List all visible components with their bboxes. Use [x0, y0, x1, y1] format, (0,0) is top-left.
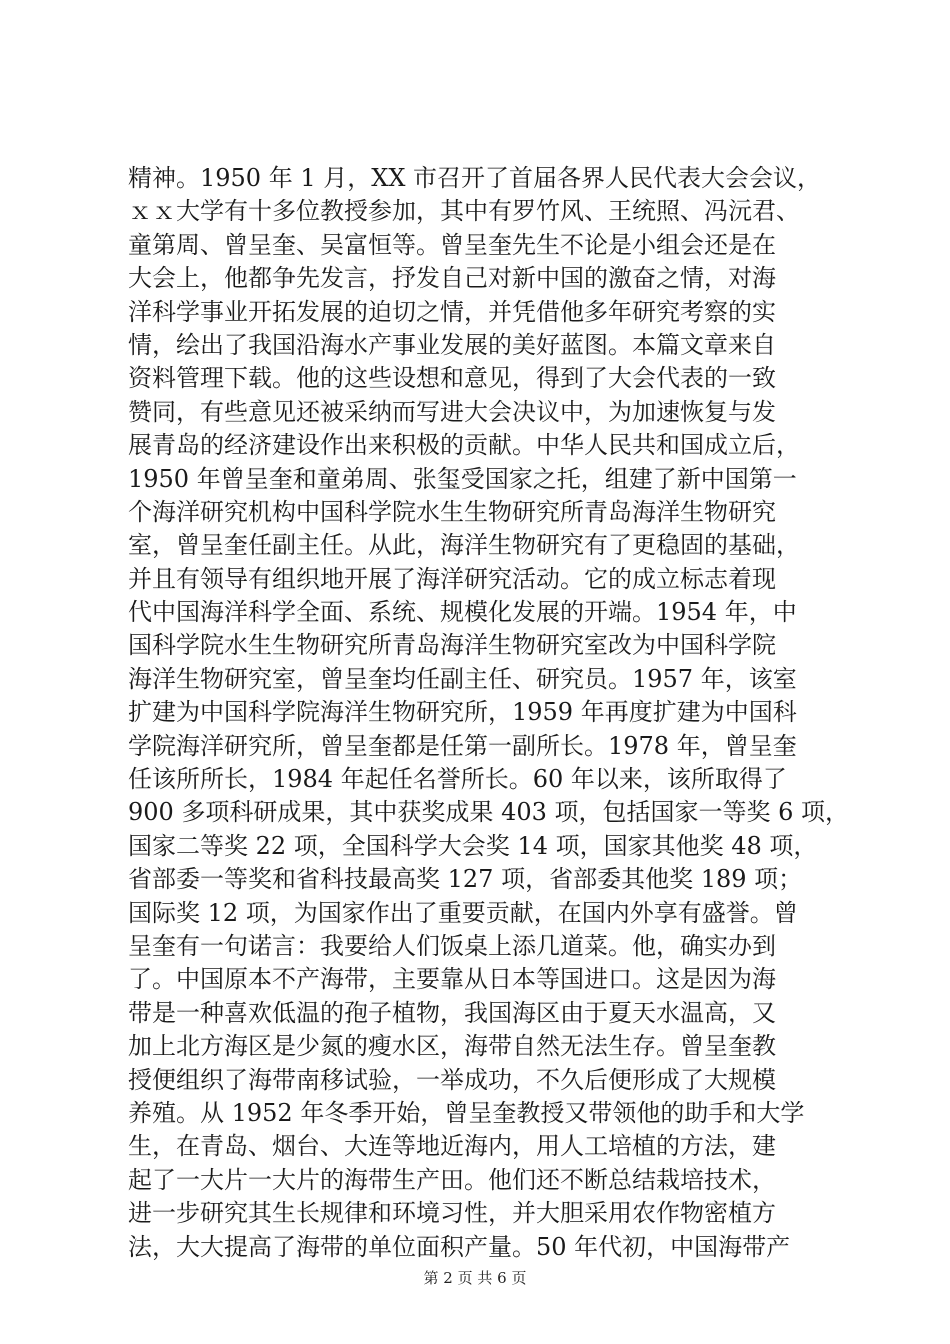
text-line: 洋科学事业开拓发展的迫切之情，并凭借他多年研究考察的实: [128, 297, 776, 326]
text-line: ｘｘ大学有十多位教授参加，其中有罗竹风、王统照、冯沅君、: [128, 197, 800, 226]
body-text: [128, 162, 863, 1264]
text-line: 国家二等奖 22 项，全国科学大会奖 14 项，国家其他奖 48 项，: [128, 831, 818, 860]
text-line: 精神。1950 年 1 月，XX 市召开了首届各界人民代表大会会议，: [128, 164, 822, 192]
text-line: 赞同，有些意见还被采纳而写进大会决议中，为加速恢复与发: [128, 397, 776, 426]
text-line: 900 多项科研成果，其中获奖成果 403 项，包括国家一等奖 6 项，: [128, 798, 850, 827]
page-number: 第 2 页 共 6 页: [423, 1269, 527, 1287]
text-line: 省部委一等奖和省科技最高奖 127 项，省部委其他奖 189 项；: [128, 865, 803, 894]
text-line: 了。中国原本不产海带，主要靠从日本等国进口。这是因为海: [128, 965, 776, 994]
text-line: 展青岛的经济建设作出来积极的贡献。中华人民共和国成立后，: [128, 431, 800, 460]
text-line: 加上北方海区是少氮的瘦水区，海带自然无法生存。曾呈奎教: [128, 1032, 776, 1061]
text-line: 法，大大提高了海带的单位面积产量。50 年代初，中国海带产: [128, 1232, 791, 1261]
text-line: 养殖。从 1952 年冬季开始，曾呈奎教授又带领他的助手和大学: [128, 1098, 805, 1127]
text-line: 1950 年曾呈奎和童弟周、张玺受国家之托，组建了新中国第一: [128, 464, 797, 493]
text-line: 资料管理下载。他的这些设想和意见，得到了大会代表的一致: [128, 364, 776, 393]
text-line: 生，在青岛、烟台、大连等地近海内，用人工培植的方法，建: [128, 1132, 776, 1161]
text-line: 授便组织了海带南移试验，一举成功，不久后便形成了大规模: [128, 1065, 776, 1094]
text-line: 任该所所长，1984 年起任名誉所长。60 年以来，该所取得了: [128, 765, 787, 794]
page-footer: [0, 1268, 950, 1288]
text-line: 代中国海洋科学全面、系统、规模化发展的开端。1954 年，中: [128, 598, 797, 627]
text-line: 海洋生物研究室，曾呈奎均任副主任、研究员。1957 年，该室: [128, 664, 797, 693]
text-line: 带是一种喜欢低温的孢子植物，我国海区由于夏天水温高，又: [128, 998, 776, 1027]
text-line: 学院海洋研究所，曾呈奎都是任第一副所长。1978 年，曾呈奎: [128, 731, 797, 760]
text-line: 呈奎有一句诺言：我要给人们饭桌上添几道菜。他，确实办到: [128, 931, 776, 960]
text-line: 大会上，他都争先发言，抒发自己对新中国的激奋之情，对海: [128, 264, 776, 293]
text-line: 童第周、曾呈奎、吴富恒等。曾呈奎先生不论是小组会还是在: [128, 230, 776, 259]
text-line: 并且有领导有组织地开展了海洋研究活动。它的成立标志着现: [128, 564, 776, 593]
text-line: 国际奖 12 项，为国家作出了重要贡献，在国内外享有盛誉。曾: [128, 898, 798, 927]
text-line: 个海洋研究机构中国科学院水生生物研究所青岛海洋生物研究: [128, 497, 776, 526]
text-line: 国科学院水生生物研究所青岛海洋生物研究室改为中国科学院: [128, 631, 776, 660]
text-line: 进一步研究其生长规律和环境习性，并大胆采用农作物密植方: [128, 1199, 776, 1228]
text-line: 起了一大片一大片的海带生产田。他们还不断总结栽培技术，: [128, 1165, 776, 1194]
text-line: 扩建为中国科学院海洋生物研究所，1959 年再度扩建为中国科: [128, 698, 797, 727]
text-line: 室，曾呈奎任副主任。从此，海洋生物研究有了更稳固的基础，: [128, 531, 800, 560]
text-line: 情，绘出了我国沿海水产事业发展的美好蓝图。本篇文章来自: [128, 330, 776, 359]
